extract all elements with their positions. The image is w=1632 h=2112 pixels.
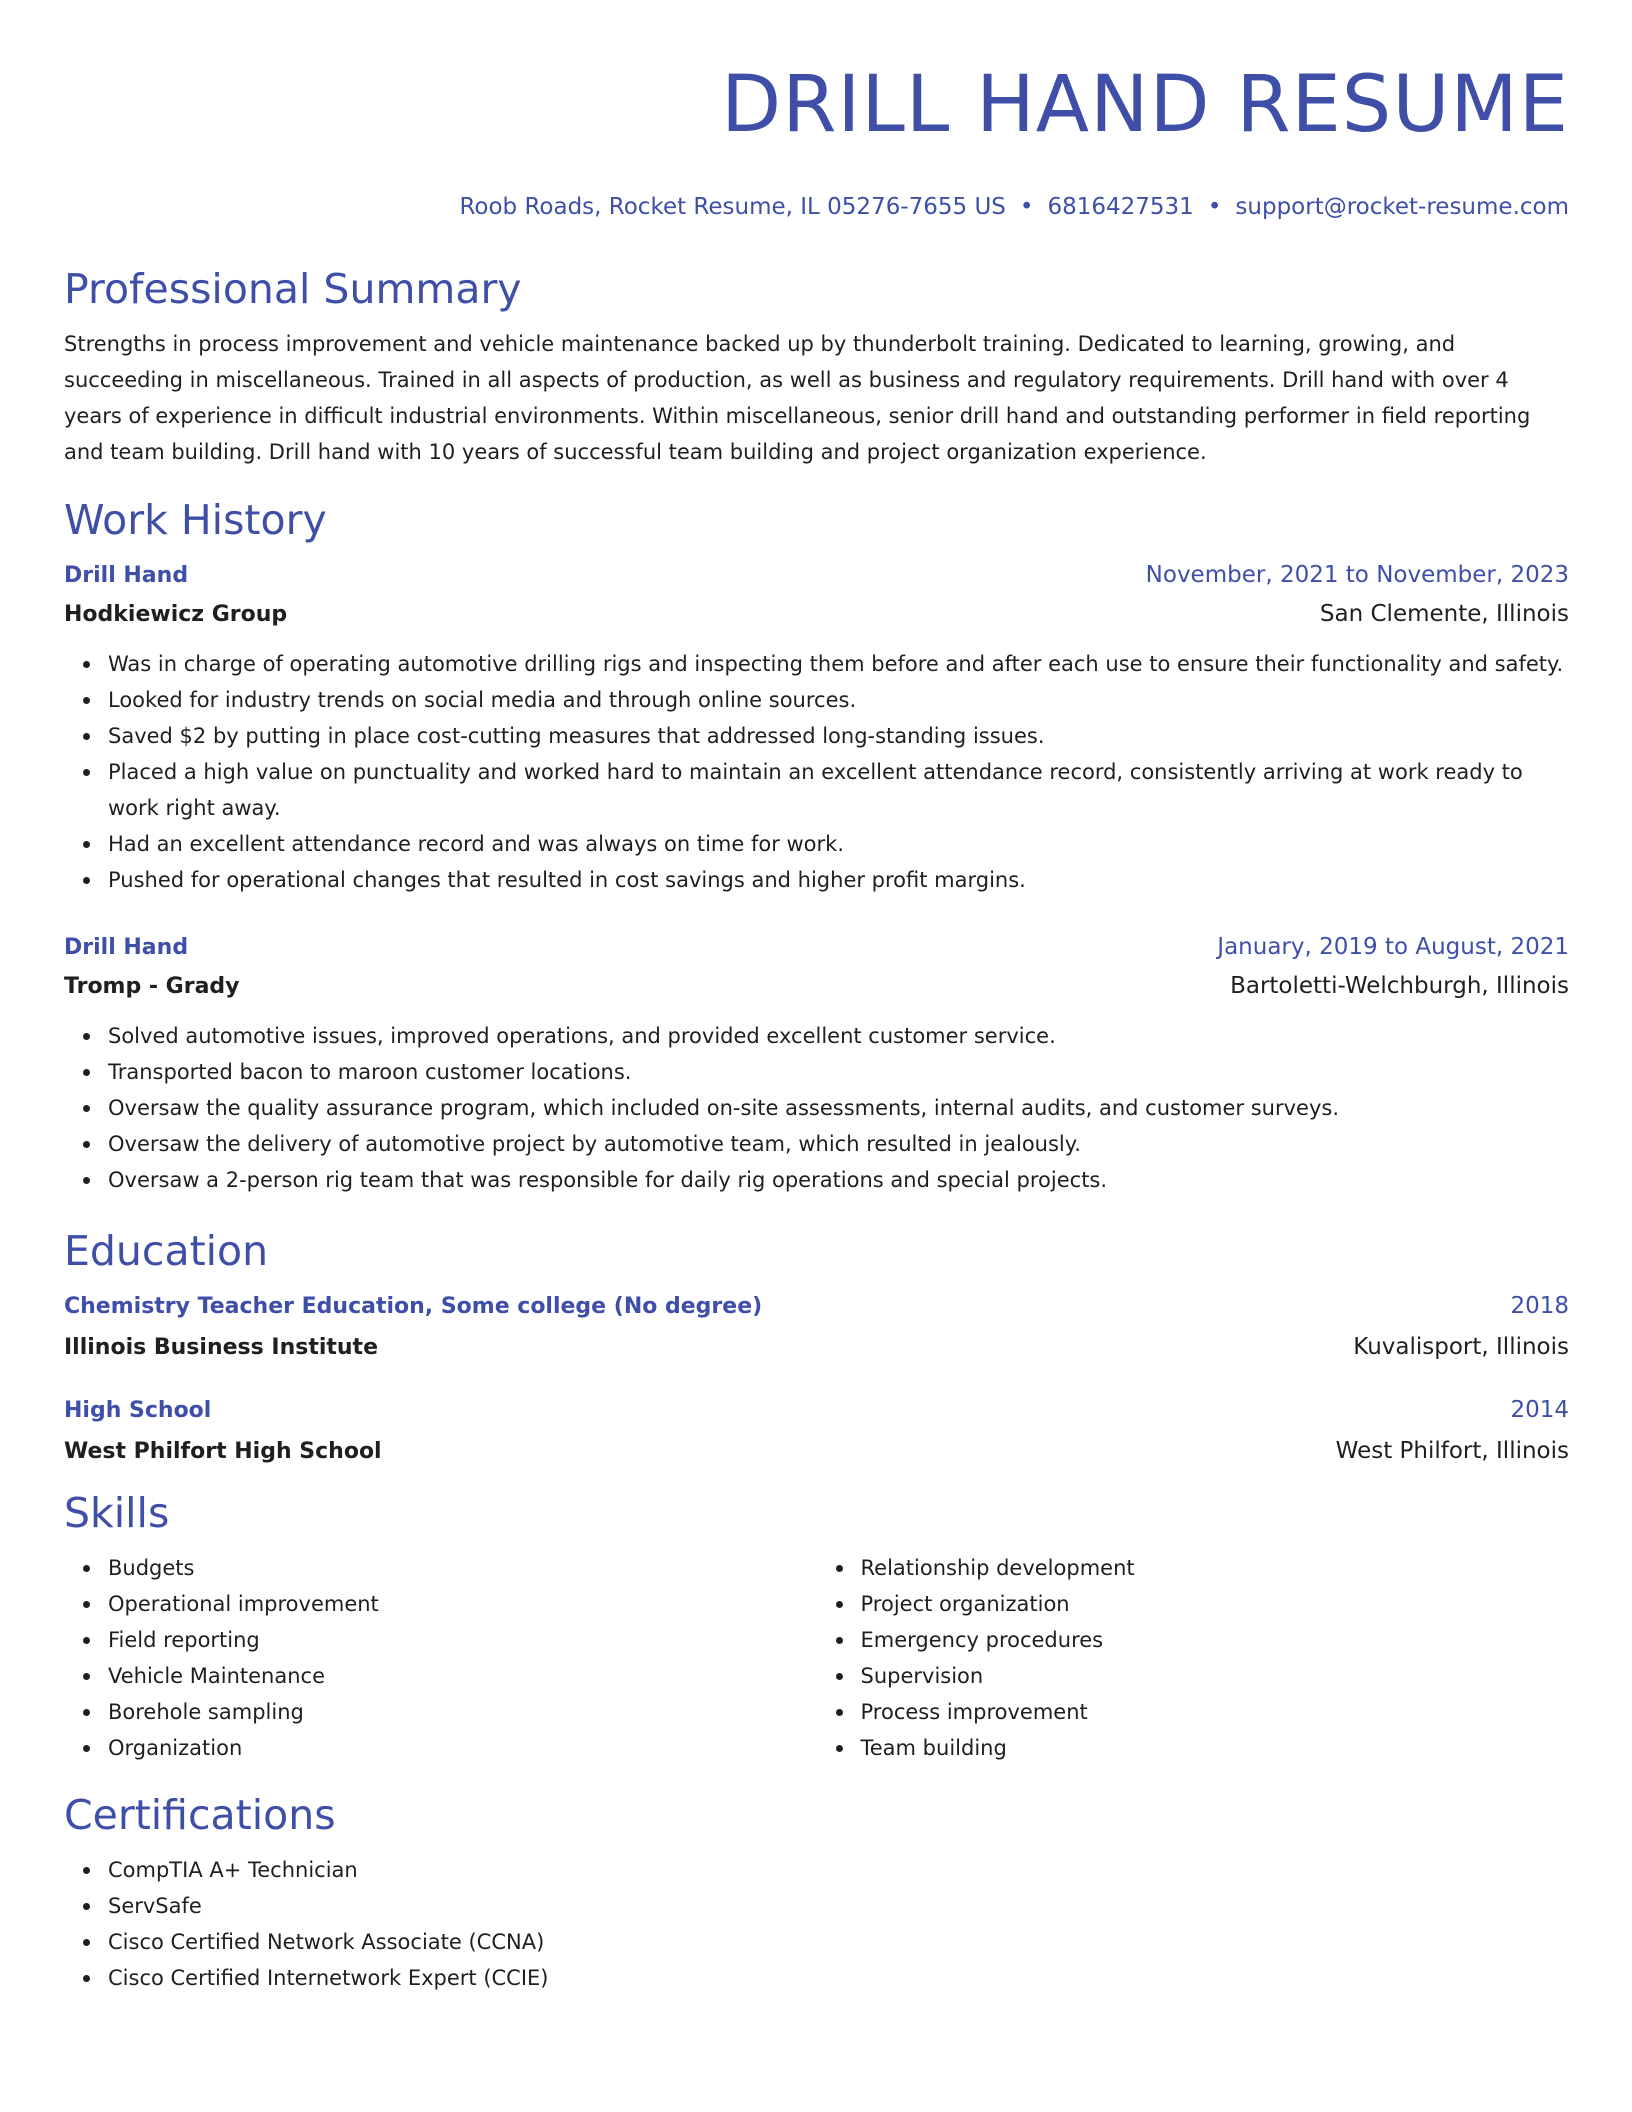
skills-list-right — [817, 1550, 1570, 1766]
job-bullet: Pushed for operational changes that resulted in cost savings and higher profit margins. — [108, 862, 1569, 898]
job-company: Hodkiewicz Group — [64, 602, 288, 627]
contact-email: support@rocket-resume.com — [1235, 194, 1569, 220]
skills-list-left — [64, 1550, 817, 1766]
job-bullet: Placed a high value on punctuality and worked hard to maintain an excellent attendance record, consistently arriving at work ready to work right away. — [108, 754, 1569, 826]
job-location: Bartoletti-Welchburgh, Illinois — [1230, 973, 1569, 999]
job-entry — [64, 559, 1569, 898]
job-entry — [64, 931, 1569, 1198]
job-bullets — [64, 1018, 1569, 1198]
job-bullet: Looked for industry trends on social media and through online sources. — [108, 682, 1569, 718]
skill-item: Relationship development — [861, 1550, 1570, 1586]
certification-item: Cisco Certified Internetwork Expert (CCIE) — [108, 1960, 1569, 1996]
skill-item: Organization — [108, 1730, 817, 1766]
contact-address: Roob Roads, Rocket Resume, IL 05276-7655 US — [459, 194, 1006, 220]
certifications-list — [64, 1852, 1569, 1996]
section-title-certifications: Certifications — [64, 1791, 336, 1839]
education-entry — [64, 1290, 1569, 1364]
skill-item: Process improvement — [861, 1694, 1570, 1730]
work-history-section — [64, 495, 1569, 1198]
job-bullet: Saved $2 by putting in place cost-cutting measures that addressed long-standing issues. — [108, 718, 1569, 754]
skill-item: Team building — [861, 1730, 1570, 1766]
skill-item: Operational improvement — [108, 1586, 817, 1622]
resume-name: DRILL HAND RESUME — [721, 60, 1569, 150]
education-entry — [64, 1394, 1569, 1468]
summary-text: Strengths in process improvement and vehicle maintenance backed up by thunderbolt training. Dedicated to learning, growing, and succeeding in miscellaneous. Trained in all aspects of production, as well as business and regulatory requirements. Drill hand with over 4 years of experience in difficult industrial environments. Within miscellaneous, senior drill hand and outstanding performer in field reporting and team building. Drill hand with 10 years of successful team building and project organization experience. — [64, 332, 1531, 464]
job-bullet: Oversaw a 2-person rig team that was responsible for daily rig operations and special projects. — [108, 1162, 1569, 1198]
contact-separator: • — [1207, 194, 1222, 220]
section-title-education: Education — [64, 1227, 269, 1275]
job-location: San Clemente, Illinois — [1319, 601, 1569, 627]
job-title: Drill Hand — [64, 563, 189, 588]
skill-item: Budgets — [108, 1550, 817, 1586]
education-section — [64, 1226, 1569, 1468]
contact-separator: • — [1019, 194, 1034, 220]
certifications-section — [64, 1790, 1569, 1996]
job-bullets — [64, 646, 1569, 898]
contact-line — [64, 192, 1569, 222]
skill-item: Project organization — [861, 1586, 1570, 1622]
education-location: West Philfort, Illinois — [1335, 1438, 1569, 1464]
education-year: 2018 — [1510, 1293, 1569, 1319]
certification-item: Cisco Certified Network Associate (CCNA) — [108, 1924, 1569, 1960]
education-location: Kuvalisport, Illinois — [1353, 1334, 1569, 1360]
skill-item: Vehicle Maintenance — [108, 1658, 817, 1694]
resume-header — [64, 60, 1569, 222]
section-title-summary: Professional Summary — [64, 265, 522, 313]
job-company: Tromp - Grady — [64, 974, 240, 999]
education-year: 2014 — [1510, 1397, 1569, 1423]
job-bullet: Transported bacon to maroon customer locations. — [108, 1054, 1569, 1090]
skill-item: Supervision — [861, 1658, 1570, 1694]
section-title-work-history: Work History — [64, 496, 327, 544]
contact-phone: 6816427531 — [1047, 194, 1194, 220]
skills-grid — [64, 1550, 1569, 1766]
job-bullet: Had an excellent attendance record and was always on time for work. — [108, 826, 1569, 862]
section-title-skills: Skills — [64, 1489, 170, 1537]
skill-item: Emergency procedures — [861, 1622, 1570, 1658]
job-bullet: Solved automotive issues, improved operations, and provided excellent customer service. — [108, 1018, 1569, 1054]
job-dates: November, 2021 to November, 2023 — [1145, 562, 1569, 588]
education-school: West Philfort High School — [64, 1439, 382, 1464]
job-dates: January, 2019 to August, 2021 — [1217, 934, 1569, 960]
skill-item: Field reporting — [108, 1622, 817, 1658]
certification-item: CompTIA A+ Technician — [108, 1852, 1569, 1888]
job-bullet: Was in charge of operating automotive drilling rigs and inspecting them before and after each use to ensure their functionality and safety. — [108, 646, 1569, 682]
skills-section — [64, 1488, 1569, 1766]
skill-item: Borehole sampling — [108, 1694, 817, 1730]
certification-item: ServSafe — [108, 1888, 1569, 1924]
job-bullet: Oversaw the delivery of automotive project by automotive team, which resulted in jealously. — [108, 1126, 1569, 1162]
education-degree: High School — [64, 1398, 212, 1423]
job-bullet: Oversaw the quality assurance program, which included on-site assessments, internal audits, and customer surveys. — [108, 1090, 1569, 1126]
education-degree: Chemistry Teacher Education, Some college (No degree) — [64, 1294, 763, 1319]
summary-section — [64, 264, 1569, 470]
job-title: Drill Hand — [64, 935, 189, 960]
education-school: Illinois Business Institute — [64, 1335, 378, 1360]
